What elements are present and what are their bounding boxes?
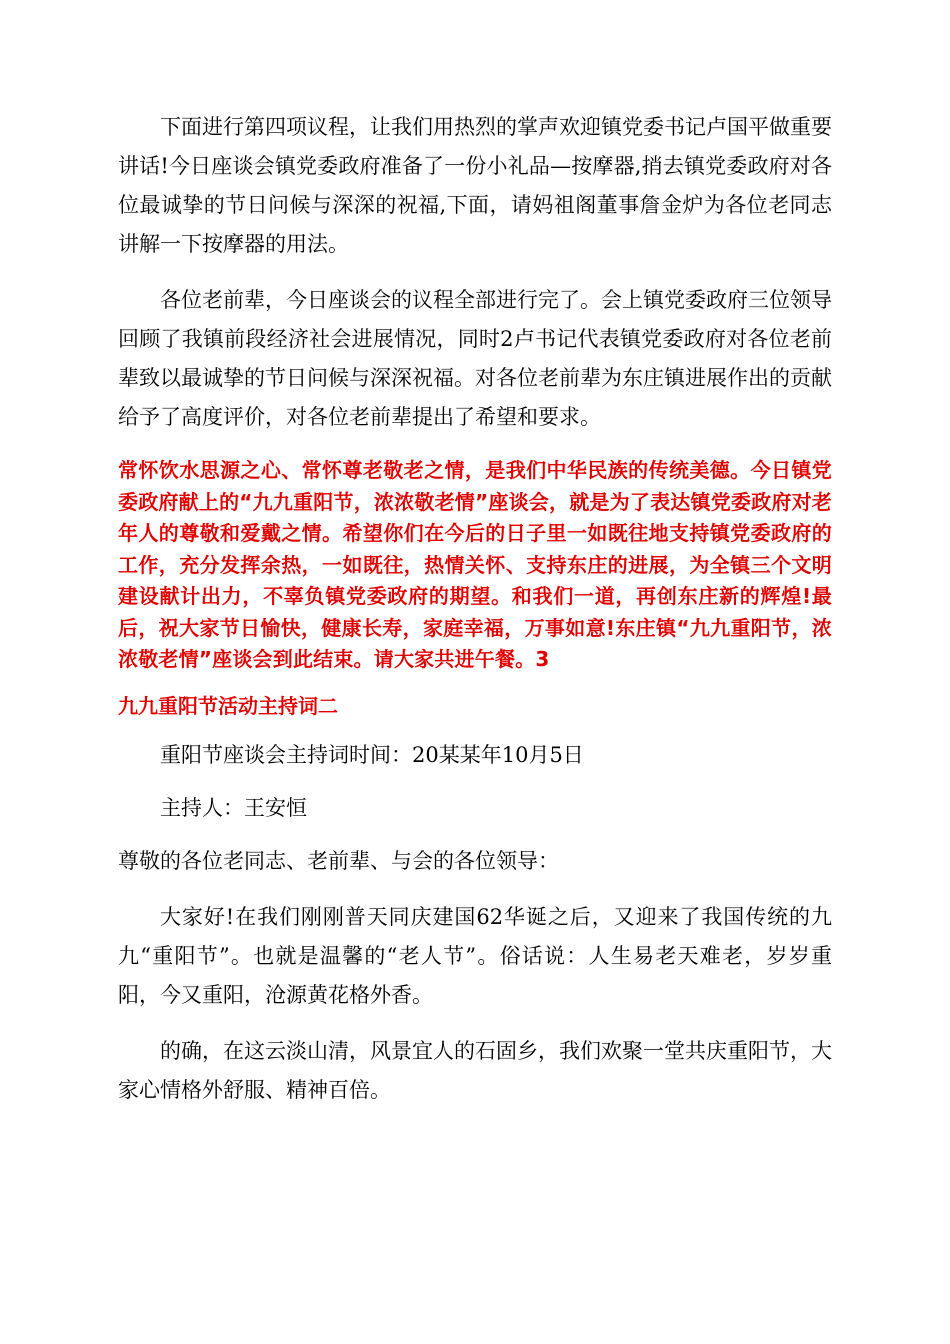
time-line: 重阳节座谈会主持词时间：20某某年10月5日 — [160, 742, 584, 767]
host-line: 主持人：王安恒 — [160, 795, 307, 820]
paragraph-agenda-four: 下面进行第四项议程，让我们用热烈的掌声欢迎镇党委书记卢国平做重要讲话!今日座谈会镇党委政府准备了一份小礼品—按摩器,捎去镇党委政府对各位最诚挚的节日问候与深深的祝福,下面，请妈祖阁董事詹金炉为各位老同志讲解一下按摩器的用法。 — [118, 115, 832, 256]
salutation: 尊敬的各位老同志、老前辈、与会的各位领导： — [118, 848, 559, 873]
paragraph-summary: 各位老前辈，今日座谈会的议程全部进行完了。会上镇党委政府三位领导回顾了我镇前段经济社会进展情况，同时2卢书记代表镇党委政府对各位老前辈致以最诚挚的节日问候与深深祝福。对各位老前辈为东庄镇进展作出的贡献给予了高度评价，对各位老前辈提出了希望和要求。 — [118, 288, 832, 429]
document-page — [118, 108, 832, 1110]
highlight-paragraph: 常怀饮水思源之心、常怀尊老敬老之情，是我们中华民族的传统美德。今日镇党委政府献上的“九九重阳节，浓浓敬老情”座谈会，就是为了表达镇党委政府对老年人的尊敬和爱戴之情。希望你们在今后的日子里一如既往地支持镇党委政府的工作，充分发挥余热，一如既往，热情关怀、支持东庄的进展，为全镇三个文明建设献计出力，不辜负镇党委政府的期望。和我们一道，再创东庄新的辉煌!最后，祝大家节日愉快，健康长寿，家庭幸福，万事如意!东庄镇“九九重阳节，浓浓敬老情”座谈会到此结束。请大家共进午餐。3 — [118, 458, 832, 671]
section-heading: 九九重阳节活动主持词二 — [118, 693, 338, 718]
paragraph-closing: 的确，在这云淡山清，风景宜人的石固乡，我们欢聚一堂共庆重阳节，大家心情格外舒服、精神百倍。 — [118, 1038, 832, 1102]
paragraph-greeting: 大家好!在我们刚刚普天同庆建国62华诞之后，又迎来了我国传统的九九“重阳节”。也就是温馨的“老人节”。俗话说：人生易老天难老，岁岁重阳，今又重阳，沧源黄花格外香。 — [118, 904, 832, 1007]
